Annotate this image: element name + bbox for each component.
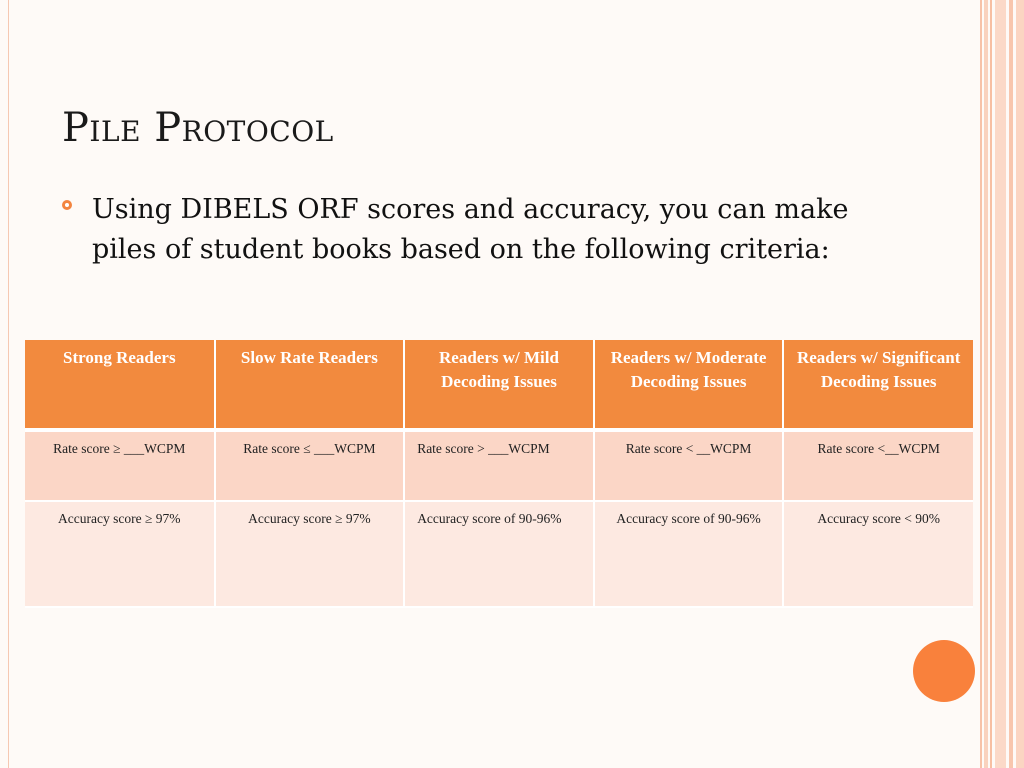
header-slow-rate-readers: Slow Rate Readers bbox=[215, 340, 405, 430]
right-decorative-stripe bbox=[980, 0, 982, 768]
table-cell: Accuracy score of 90-96% bbox=[404, 501, 594, 607]
right-decorative-stripe bbox=[984, 0, 988, 768]
header-moderate-decoding: Readers w/ Moderate Decoding Issues bbox=[594, 340, 784, 430]
slide-title: Pile Protocol bbox=[62, 105, 334, 151]
header-significant-decoding: Readers w/ Significant Decoding Issues bbox=[783, 340, 973, 430]
table-cell: Accuracy score < 90% bbox=[783, 501, 973, 607]
left-decorative-rule bbox=[8, 0, 9, 768]
decorative-orange-circle bbox=[913, 640, 975, 702]
table-cell: Rate score > ___WCPM bbox=[404, 430, 594, 501]
criteria-table bbox=[25, 340, 973, 608]
table-row-rate bbox=[25, 430, 973, 501]
table-header-row bbox=[25, 340, 973, 430]
header-strong-readers: Strong Readers bbox=[25, 340, 215, 430]
table-cell: Rate score <__WCPM bbox=[783, 430, 973, 501]
bullet-circle-icon bbox=[62, 200, 72, 210]
table-cell: Accuracy score ≥ 97% bbox=[215, 501, 405, 607]
table-row-accuracy bbox=[25, 501, 973, 607]
right-decorative-stripe bbox=[1016, 0, 1024, 768]
table-cell: Accuracy score of 90-96% bbox=[594, 501, 784, 607]
right-decorative-stripe bbox=[1009, 0, 1013, 768]
header-mild-decoding: Readers w/ Mild Decoding Issues bbox=[404, 340, 594, 430]
table-cell: Rate score ≤ ___WCPM bbox=[215, 430, 405, 501]
bullet-text: Using DIBELS ORF scores and accuracy, you can make piles of student books based on the following criteria: bbox=[92, 194, 849, 265]
right-decorative-stripe bbox=[990, 0, 992, 768]
table-cell: Rate score ≥ ___WCPM bbox=[25, 430, 215, 501]
table-cell: Accuracy score ≥ 97% bbox=[25, 501, 215, 607]
bullet-item bbox=[62, 190, 882, 270]
table-cell: Rate score < __WCPM bbox=[594, 430, 784, 501]
right-decorative-stripe bbox=[995, 0, 1006, 768]
